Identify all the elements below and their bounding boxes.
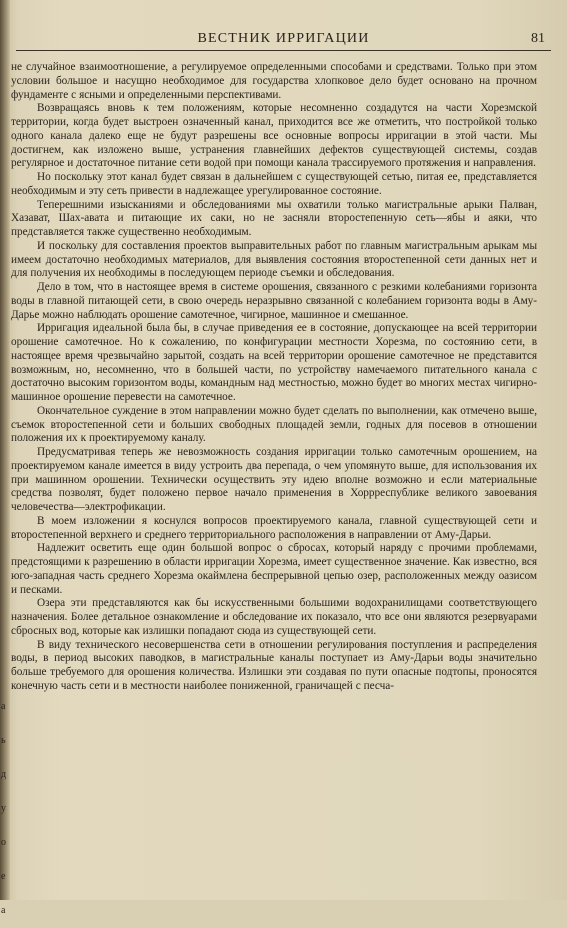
- page-number: 81: [531, 31, 545, 46]
- article-body: [11, 61, 537, 694]
- paragraph: Предусматривая теперь же невозможность создания ирригации только самотечным орошением, на проектируемом канале имеется в виду устроить два перепада, о чем упомянуто выше, для использования их при машинном орошении. Технически осуществить эту идею вполне возможно и если материальные средства позволят, будет положено первое начало применения в Хоррреспублике великого завоевания человечества—электрофикации.: [11, 446, 537, 513]
- paragraph: Надлежит осветить еще один большой вопрос о сбросах, который наряду с прочими проблемами, предстоящими к разрешению в области ирригации Хорезма, имеет существенное значение. Как известно, вся юго-западная часть среднего Хорезма окаймлена беспрерывной цепью озер, расположенных между оазисом и песками.: [11, 542, 537, 596]
- margin-marks: [1, 690, 9, 928]
- paragraph: И поскольку для составления проектов выправительных работ по главным магистральным арыкам мы имеем достаточно необходимых материалов, для выявления состояния второстепенной сети данных нет и для получения их необходимы в последующем периоде съемки и обследования.: [11, 239, 537, 280]
- running-header: [16, 28, 551, 51]
- margin-mark: о: [1, 837, 6, 848]
- margin-mark: у: [1, 803, 6, 814]
- margin-mark: д: [1, 769, 7, 780]
- paragraph: Теперешними изысканиями и обследованиями мы охватили только магистральные арыки Палван, Хазават, Шах-авата и питающие их саки, но не засняли второстепенную сеть—ябы и аяки, что представляется также существенно необходимым.: [11, 198, 537, 238]
- paragraph: Озера эти представляются как бы искусственными большими водохранилищами соответствующего назначения. Более детальное ознакомление и обследование их показало, что все они являются резервуарами сбросных вод, которые как излишки попадают сюда из существующей сети.: [11, 597, 537, 637]
- paragraph: В моем изложении я коснулся вопросов проектируемого канала, главной существующей сети и второстепенной верхнего и среднего территориального расположения в направлении от Аму-Дарьи.: [11, 514, 537, 541]
- paragraph: Но поскольку этот канал будет связан в дальнейшем с существующей сетью, питая ее, представляется необходимым и эту сеть привести в надлежащее урегулированное состояние.: [11, 171, 537, 197]
- margin-mark: е: [1, 871, 6, 882]
- journal-title: ВЕСТНИК ИРРИГАЦИИ: [197, 31, 370, 46]
- margin-mark: а: [1, 905, 6, 916]
- margin-mark: ь: [1, 735, 6, 746]
- paragraph: Возвращаясь вновь к тем положениям, которые несомненно создадутся на части Хорезмской территории, когда будет выстроен означенный канал, приходится все же отметить, что постройкой только одного канала далеко еще не будут разрешены все основные вопросы ирригации в этой части. Мы достигнем, как изложено выше, устранения главнейших дефектов существующей системы, создав регулярное и достаточное питание сети водой при помощи канала трассируемого протяжения и направления.: [11, 102, 537, 170]
- paragraph: Окончательное суждение в этом направлении можно будет сделать по выполнении, как отмечено выше, съемок второстепенной сети и больших свободных площадей земли, годных для посевов в отношении положения их к проектируемому каналу.: [11, 404, 537, 445]
- paragraph: Дело в том, что в настоящее время в системе орошения, связанного с резкими колебаниями горизонта воды в главной питающей сети, в свою очередь неразрывно связанной с колебанием горизонта воды в Аму-Дарье можно наблюдать орошение самотечное, чигирное, машинное и смешанное.: [11, 281, 537, 321]
- paragraph: Ирригация идеальной была бы, в случае приведения ее в состояние, допускающее на всей территории орошение самотечное. Но к сожалению, по конфигурации местности Хорезма, по состоянию сети, в настоящее время чрезвычайно зарытой, создать на всей территории орошение самотечное не представится возможным, но, несомненно, что в большей части, по устройству намечаемого питательного канала с достаточно высоким горизонтом воды, командным над местностью, можно будет во многих местах чигирно-машинное орошение перевести на самотечное.: [11, 322, 537, 403]
- paragraph: В виду технического несовершенства сети в отношении регулирования поступления и распределения воды, в период высоких паводков, в магистральные каналы поступает из Аму-Дарьи воды значительно больше требуемого для орошения количества. Излишки эти создавая по пути опасные подтопы, проносятся конечную часть сети и в местности наиболее пониженной, граничащей с песча-: [11, 638, 537, 692]
- margin-mark: а: [1, 701, 6, 712]
- paragraph: не случайное взаимоотношение, а регулируемое определенными способами и средствами. Только при этом условии большое и насущно необходимое для государства хлопковое дело будет основано на прочном фундаменте с ясными и определенными перспективами.: [11, 61, 537, 101]
